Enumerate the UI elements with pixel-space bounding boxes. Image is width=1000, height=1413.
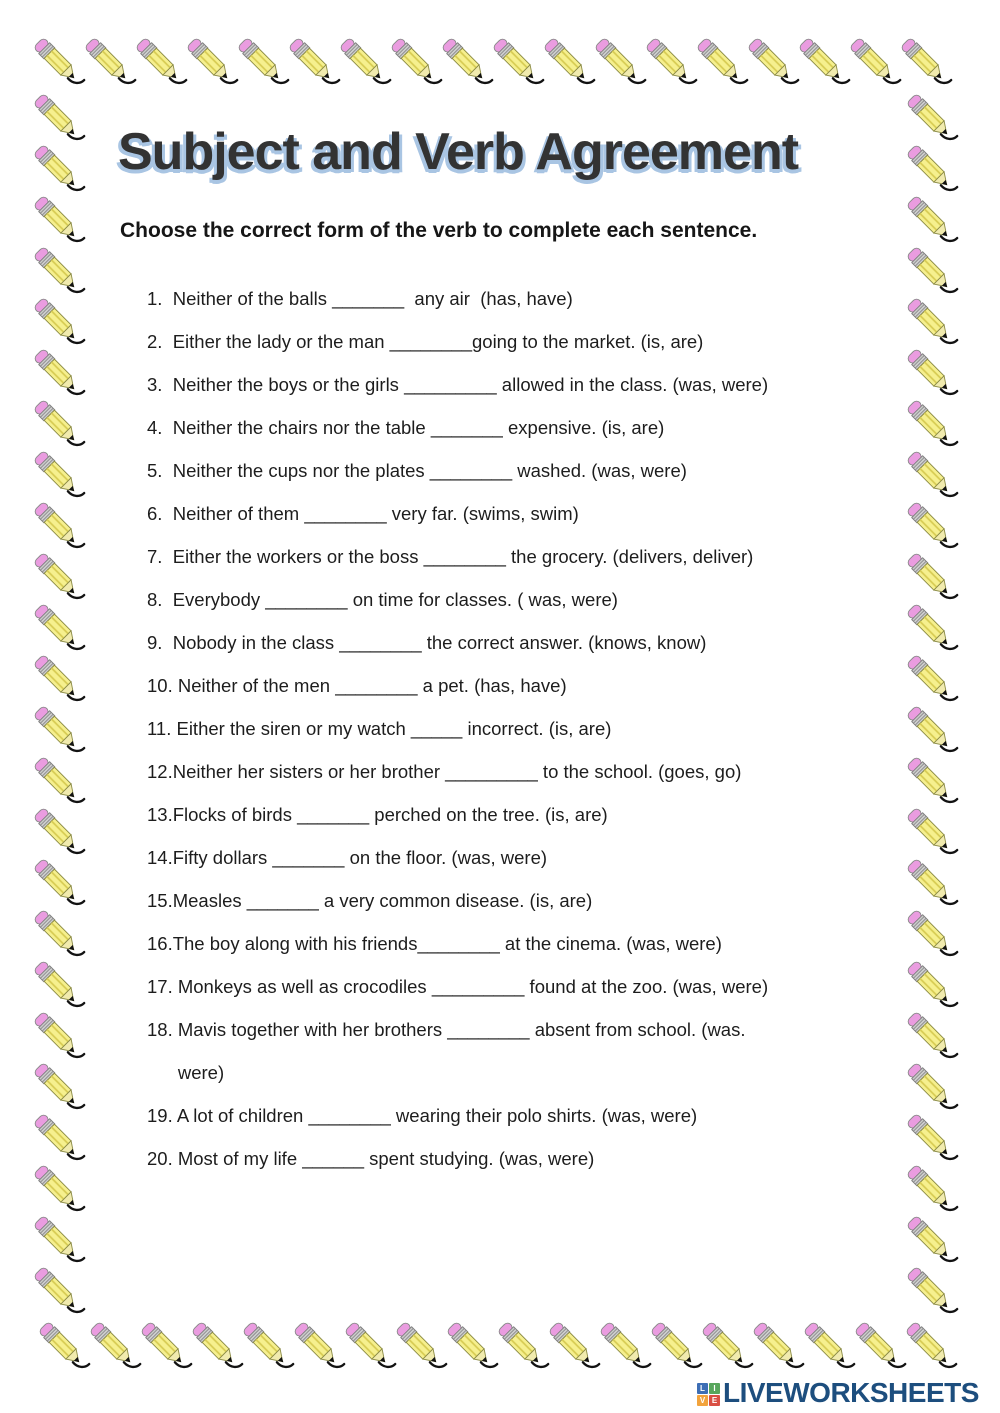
worksheet-line: 8. Everybody ________ on time for classes. ( was, were) — [147, 589, 618, 610]
worksheet-line: 9. Nobody in the class ________ the correct answer. (knows, know) — [147, 632, 707, 653]
pencil-icon — [28, 292, 86, 350]
pencil-icon — [901, 139, 959, 197]
pencil-icon — [28, 1006, 86, 1064]
pencil-icon — [441, 1316, 499, 1374]
pencil-icon — [283, 32, 341, 90]
pencil-icon — [901, 1261, 959, 1319]
pencil-icon — [589, 32, 647, 90]
pencil-icon — [28, 1159, 86, 1217]
pencil-icon — [691, 32, 749, 90]
worksheet-line: 16.The boy along with his friends________ at the cinema. (was, were) — [147, 933, 722, 954]
pencil-icon — [28, 1210, 86, 1268]
pencil-icon — [28, 598, 86, 656]
pencil-icon — [747, 1316, 805, 1374]
worksheet-line: 19. A lot of children ________ wearing their polo shirts. (was, were) — [147, 1105, 698, 1126]
pencil-icon — [130, 32, 188, 90]
pencil-icon — [186, 1316, 244, 1374]
pencil-icon — [645, 1316, 703, 1374]
pencil-icon — [28, 1261, 86, 1319]
worksheet-line: 2. Either the lady or the man ________going to the market. (is, are) — [147, 331, 704, 352]
worksheet-line: 1. Neither of the balls _______ any air (has, have) — [147, 288, 573, 309]
pencil-icon — [28, 853, 86, 911]
pencil-icon — [28, 802, 86, 860]
pencil-icon — [28, 955, 86, 1013]
pencil-icon — [487, 32, 545, 90]
pencil-icon — [28, 700, 86, 758]
pencil-icon — [28, 547, 86, 605]
pencil-icon — [28, 904, 86, 962]
pencil-icon — [334, 32, 392, 90]
pencil-icon — [28, 1108, 86, 1166]
pencil-icon — [33, 1316, 91, 1374]
pencil-icon — [594, 1316, 652, 1374]
pencil-icon — [288, 1316, 346, 1374]
pencil-icon — [793, 32, 851, 90]
pencil-icon — [28, 496, 86, 554]
pencil-icon — [135, 1316, 193, 1374]
pencil-icon — [640, 32, 698, 90]
worksheet-line: 17. Monkeys as well as crocodiles _________ found at the zoo. (was, were) — [147, 976, 769, 997]
pencil-icon — [900, 1316, 958, 1374]
worksheet-line: 3. Neither the boys or the girls _________ allowed in the class. (was, were) — [147, 374, 769, 395]
worksheet-line: 5. Neither the cups nor the plates ________ washed. (was, were) — [147, 460, 687, 481]
pencil-icon — [181, 32, 239, 90]
pencil-icon — [895, 32, 953, 90]
pencil-icon — [543, 1316, 601, 1374]
worksheet-line: 14.Fifty dollars _______ on the floor. (was, were) — [147, 847, 548, 868]
pencil-icon — [844, 32, 902, 90]
pencil-icon — [28, 1057, 86, 1115]
pencil-icon — [84, 1316, 142, 1374]
pencil-icon — [742, 32, 800, 90]
pencil-icon — [28, 32, 86, 90]
pencil-icon — [538, 32, 596, 90]
worksheet-line: 12.Neither her sisters or her brother _________ to the school. (goes, go) — [147, 761, 742, 782]
liveworksheets-logo-icon — [697, 1383, 720, 1406]
brand-name: LIVEWORKSHEETS — [723, 1377, 979, 1408]
worksheet-line: were) — [147, 1062, 225, 1083]
pencil-icon — [28, 751, 86, 809]
pencil-icon — [28, 394, 86, 452]
worksheet-line: 11. Either the siren or my watch _____ incorrect. (is, are) — [147, 718, 612, 739]
pencil-icon — [901, 1210, 959, 1268]
pencil-icon — [901, 88, 959, 146]
worksheet-line: 6. Neither of them ________ very far. (swims, swim) — [147, 503, 579, 524]
worksheet-line: 18. Mavis together with her brothers ________ absent from school. (was. — [147, 1019, 746, 1040]
pencil-icon — [28, 241, 86, 299]
pencil-icon — [79, 32, 137, 90]
pencil-icon — [28, 445, 86, 503]
pencil-icon — [901, 190, 959, 248]
pencil-icon — [696, 1316, 754, 1374]
pencil-icon — [28, 88, 86, 146]
worksheet-line: 4. Neither the chairs nor the table _______ expensive. (is, are) — [147, 417, 665, 438]
logo-tile: L — [697, 1383, 708, 1394]
worksheet-line: 20. Most of my life ______ spent studying. (was, were) — [147, 1148, 595, 1169]
pencil-icon — [339, 1316, 397, 1374]
pencil-icon — [849, 1316, 907, 1374]
logo-tile: E — [709, 1395, 720, 1406]
worksheet-line: 7. Either the workers or the boss ________ the grocery. (delivers, deliver) — [147, 546, 754, 567]
pencil-icon — [492, 1316, 550, 1374]
pencil-icon — [385, 32, 443, 90]
pencil-icon — [237, 1316, 295, 1374]
logo-tile: I — [709, 1383, 720, 1394]
pencil-icon — [28, 139, 86, 197]
page-title: Subject and Verb Agreement — [118, 123, 799, 181]
logo-tile: V — [697, 1395, 708, 1406]
pencil-icon — [28, 343, 86, 401]
pencil-icon — [232, 32, 290, 90]
instruction-text: Choose the correct form of the verb to complete each sentence. — [120, 219, 758, 242]
worksheet-line: 13.Flocks of birds _______ perched on the tree. (is, are) — [147, 804, 608, 825]
worksheet-line: 10. Neither of the men ________ a pet. (has, have) — [147, 675, 567, 696]
pencil-icon — [28, 649, 86, 707]
liveworksheets-logo[interactable] — [697, 1371, 979, 1409]
worksheet-list — [147, 277, 927, 1180]
worksheet-line: 15.Measles _______ a very common disease. (is, are) — [147, 890, 593, 911]
pencil-icon — [798, 1316, 856, 1374]
pencil-icon — [436, 32, 494, 90]
pencil-icon — [28, 190, 86, 248]
pencil-icon — [390, 1316, 448, 1374]
